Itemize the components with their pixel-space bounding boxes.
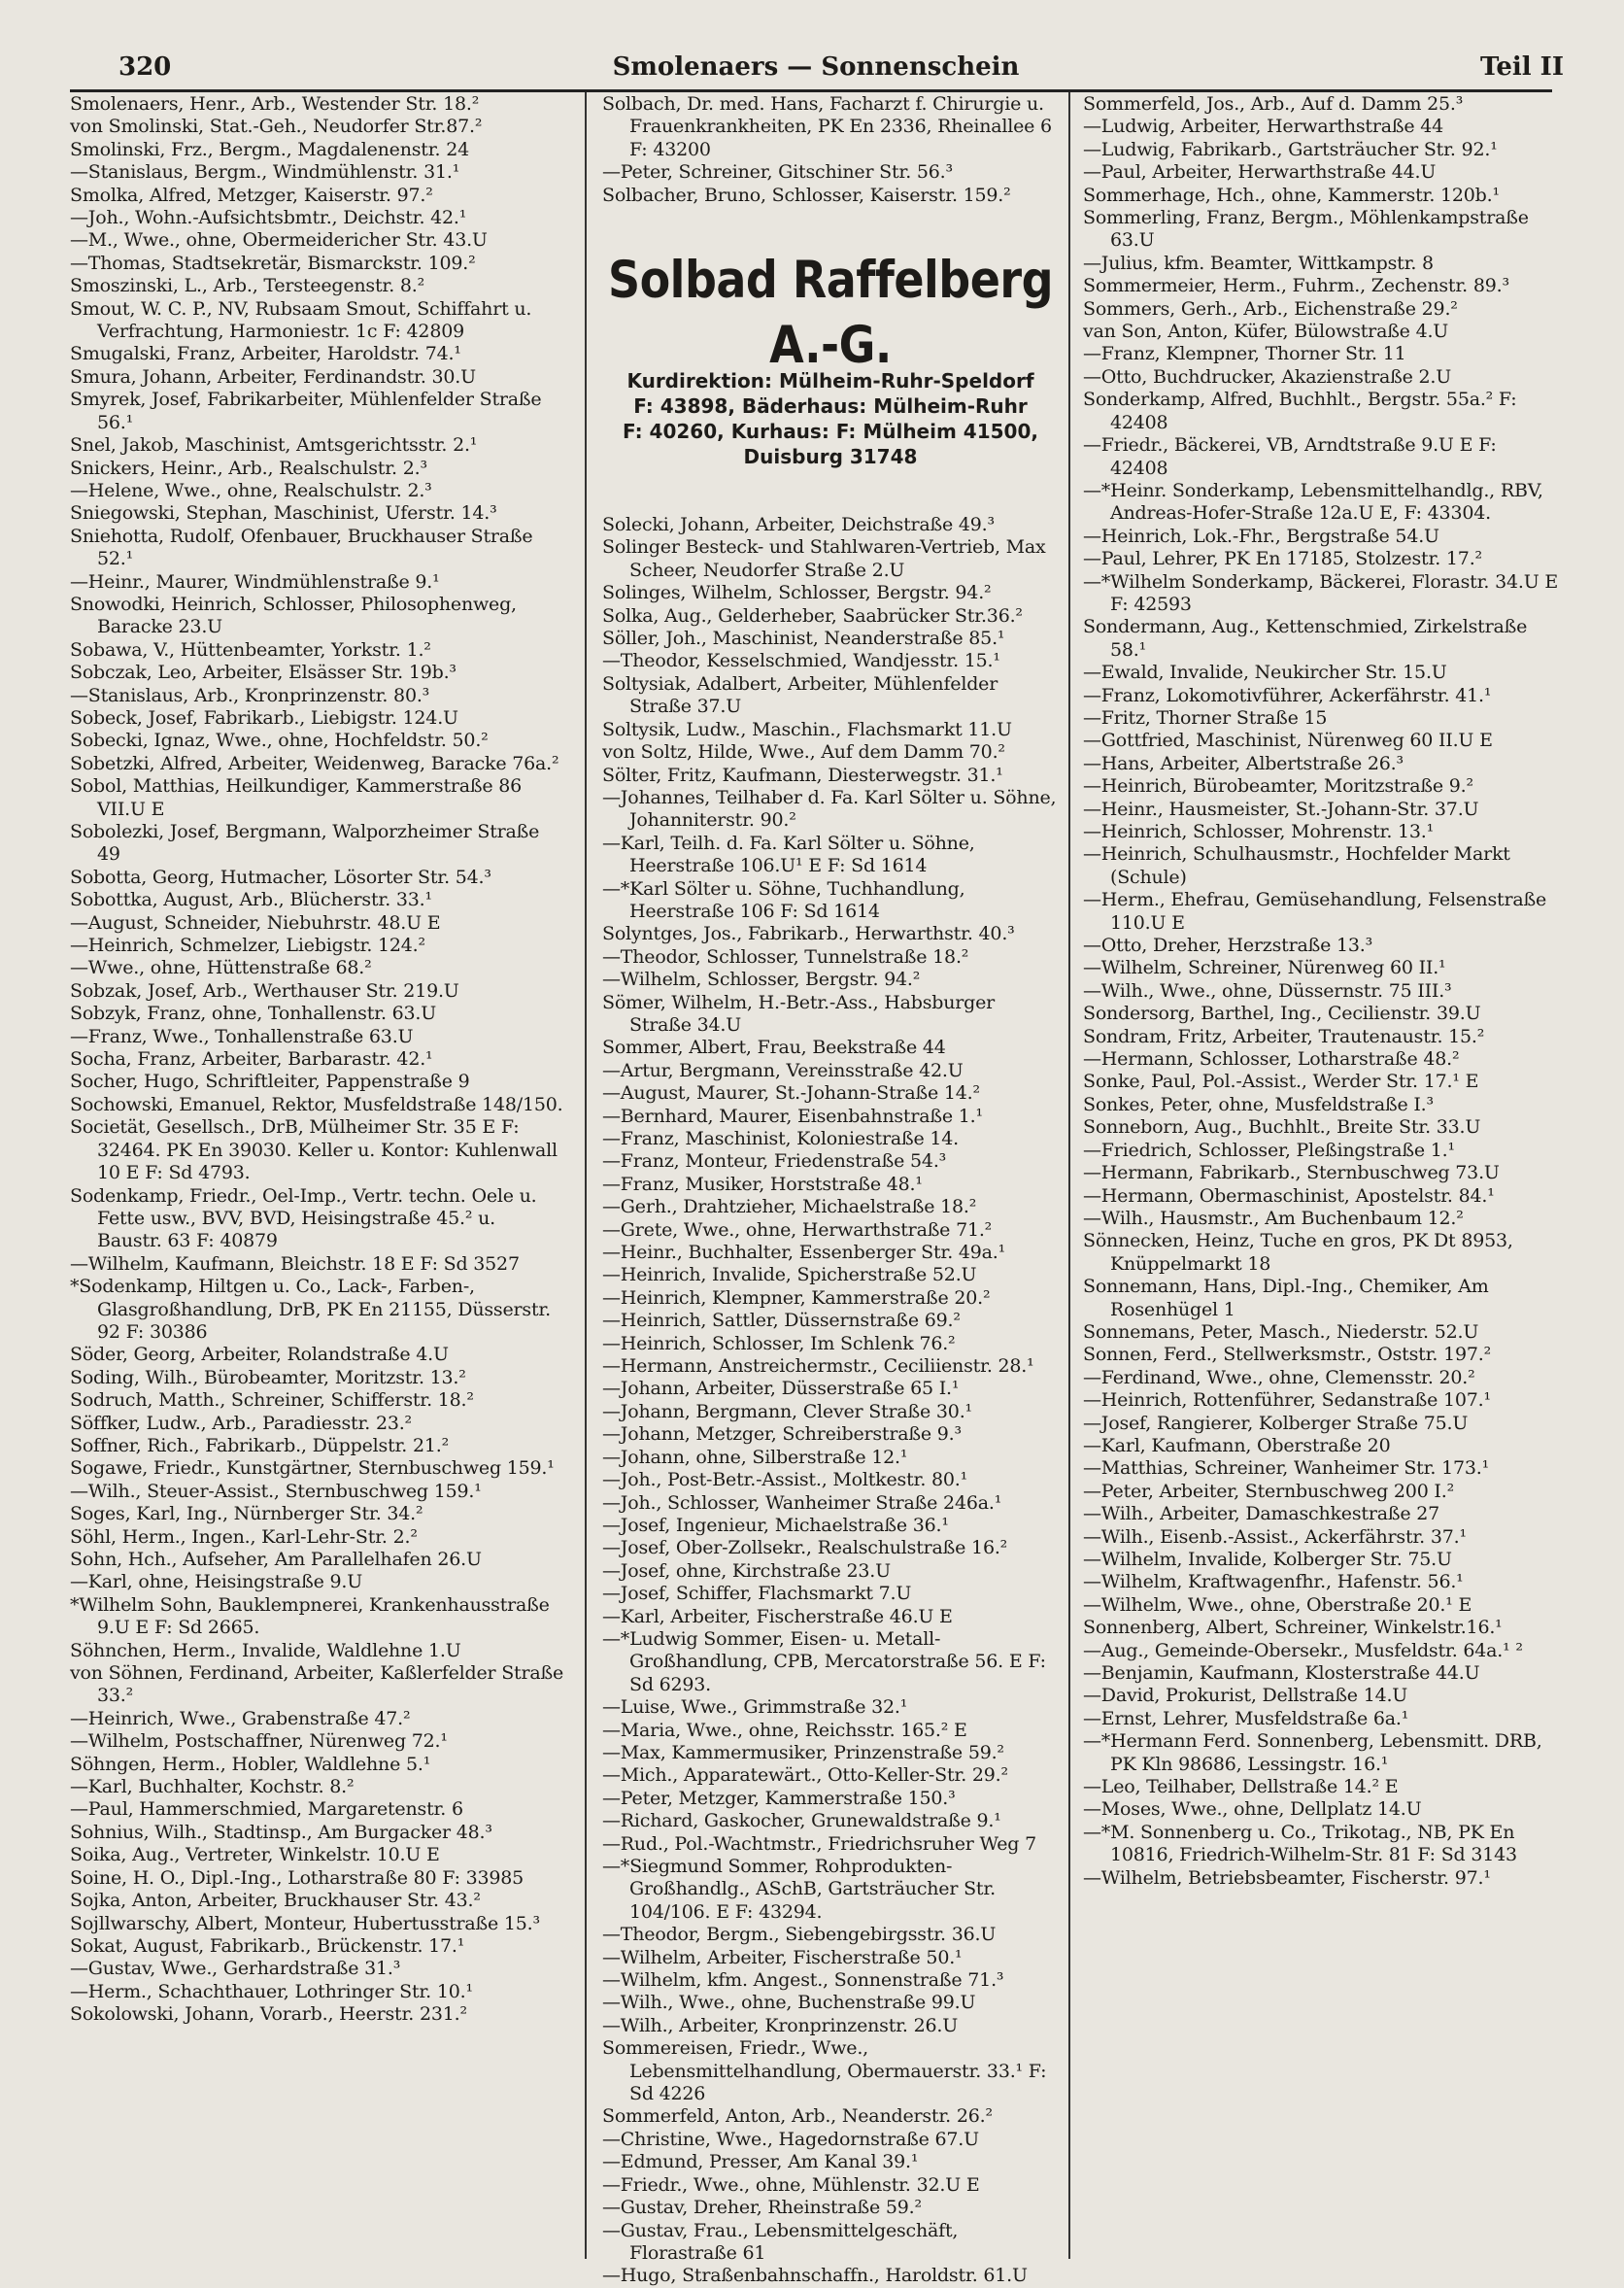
directory-entry: —Wilhelm, Betriebsbeamter, Fischerstr. 97.¹ [1083, 1866, 1491, 1889]
directory-entry: —Peter, Metzger, Kammerstraße 150.³ [602, 1787, 956, 1809]
page-header [68, 51, 1564, 89]
directory-entry: Sobczak, Leo, Arbeiter, Elsässer Str. 19b.³ [70, 662, 457, 684]
directory-entry: Sommers, Gerh., Arb., Eichenstraße 29.² [1083, 297, 1458, 320]
directory-entry: —Hermann, Obermaschinist, Apostelstr. 84.¹ [1083, 1184, 1495, 1207]
directory-entry: —Heinr., Hausmeister, St.-Johann-Str. 37.U [1083, 798, 1479, 820]
directory-entry: —Wilh., Wwe., ohne, Düssernstr. 75 III.³ [1083, 979, 1452, 1002]
directory-entry: Sommereisen, Friedr., Wwe., Lebensmittelhandlung, Obermauerstr. 33.¹ F: Sd 4226 [602, 2037, 1047, 2105]
directory-entry: —Heinrich, Schlosser, Im Schlenk 76.² [602, 1332, 956, 1354]
directory-entry: Sogawe, Friedr., Kunstgärtner, Sternbuschweg 159.¹ [70, 1457, 555, 1480]
directory-entry: Soika, Aug., Vertreter, Winkelstr. 10.U E [70, 1844, 440, 1866]
directory-entry: Sonnenberg, Albert, Schreiner, Winkelstr.16.¹ [1083, 1617, 1503, 1639]
directory-entry: Sohnius, Wilh., Stadtinsp., Am Burgacker 48.³ [70, 1821, 492, 1843]
directory-entry: Sommerhage, Hch., ohne, Kammerstr. 120b.¹ [1083, 184, 1500, 206]
directory-entry: Sodenkamp, Friedr., Oel-Imp., Vertr. techn. Oele u. Fette usw., BVV, BVD, Heisingstraße 45.² u. Baustr. 63 F: 40879 [70, 1184, 537, 1252]
directory-entry: —Hermann, Schlosser, Lotharstraße 48.² [1083, 1048, 1460, 1071]
directory-entry: —Rud., Pol.-Wachtmstr., Friedrichsruher Weg 7 [602, 1832, 1036, 1855]
directory-entry: Solyntges, Jos., Fabrikarb., Herwarthstr. 40.³ [602, 923, 1015, 945]
directory-entry: Sonkes, Peter, ohne, Musfeldstraße I.³ [1083, 1093, 1434, 1115]
directory-entry: —Gustav, Dreher, Rheinstraße 59.² [602, 2197, 922, 2219]
directory-entry: —Franz, Klempner, Thorner Str. 11 [1083, 343, 1406, 365]
directory-entry: Söhngen, Herm., Hobler, Waldlehne 5.¹ [70, 1753, 431, 1775]
directory-entry: —Josef, Ober-Zollsekr., Realschulstraße 16.² [602, 1537, 1008, 1559]
directory-entry: Sonnemann, Hans, Dipl.-Ing., Chemiker, Am Rosenhügel 1 [1083, 1276, 1489, 1320]
page-number: 320 [118, 52, 172, 82]
directory-entry: Söhnchen, Herm., Invalide, Waldlehne 1.U [70, 1639, 461, 1661]
column-divider [1068, 92, 1070, 2259]
directory-entry: —Leo, Teilhaber, Dellstraße 14.² E [1083, 1776, 1399, 1798]
directory-entry: —*Karl Sölter u. Söhne, Tuchhandlung, Heerstraße 106 F: Sd 1614 [602, 877, 965, 922]
directory-entry: —Friedr., Wwe., ohne, Mühlenstr. 32.U E [602, 2173, 980, 2196]
header-rule [70, 89, 1552, 92]
directory-entry: —*M. Sonnenberg u. Co., Trikotag., NB, PK En 10816, Friedrich-Wilhelm-Str. 81 F: Sd 3143 [1083, 1821, 1517, 1866]
directory-entry: Sommerfeld, Anton, Arb., Neanderstr. 26.² [602, 2105, 993, 2128]
directory-entry: Sonderkamp, Alfred, Buchhlt., Bergstr. 55a.² F: 42408 [1083, 389, 1517, 433]
directory-entry: —*Heinr. Sonderkamp, Lebensmittelhandlg., RBV, Andreas-Hofer-Straße 12a.U E, F: 43304. [1083, 479, 1543, 525]
ad-line: F: 43898, Bäderhaus: Mülheim-Ruhr [633, 394, 1028, 419]
directory-entry: Sochowski, Emanuel, Rektor, Musfeldstraße 148/150. [70, 1093, 563, 1115]
directory-entry: —Luise, Wwe., Grimmstraße 32.¹ [602, 1696, 908, 1719]
directory-entry: —Karl, Teilh. d. Fa. Karl Sölter u. Söhne, Heerstraße 106.U¹ E F: Sd 1614 [602, 832, 975, 877]
directory-entry: —Joh., Schlosser, Wanheimer Straße 246a.¹ [602, 1491, 1002, 1514]
directory-entry: —Franz, Wwe., Tonhallenstraße 63.U [70, 1025, 414, 1047]
directory-entry: Söffker, Ludw., Arb., Paradiesstr. 23.² [70, 1412, 412, 1434]
directory-entry: —Bernhard, Maurer, Eisenbahnstraße 1.¹ [602, 1105, 983, 1127]
directory-entry: —*Hermann Ferd. Sonnenberg, Lebensmitt. DRB, PK Kln 98686, Lessingstr. 16.¹ [1083, 1730, 1542, 1775]
directory-entry: van Son, Anton, Küfer, Bülowstraße 4.U [1083, 321, 1449, 343]
directory-entry: —Theodor, Schlosser, Tunnelstraße 18.² [602, 945, 969, 968]
ad-line: F: 40260, Kurhaus: F: Mülheim 41500, [623, 420, 1038, 444]
directory-entry: Sobawa, V., Hüttenbeamter, Yorkstr. 1.² [70, 638, 431, 661]
directory-entry: —Gustav, Frau., Lebensmittelgeschäft, Florastraße 61 [602, 2219, 959, 2264]
directory-entry: —Paul, Lehrer, PK En 17185, Stolzestr. 17.² [1083, 548, 1482, 570]
directory-entry: —Wilhelm, Kaufmann, Bleichstr. 18 E F: Sd 3527 [70, 1252, 520, 1275]
directory-entry: Sobotta, Georg, Hutmacher, Lösorter Str. 54.³ [70, 866, 491, 888]
directory-entry: Sönnecken, Heinz, Tuche en gros, PK Dt 8953, Knüppelmarkt 18 [1083, 1230, 1513, 1275]
directory-entry: —Franz, Musiker, Horststraße 48.¹ [602, 1173, 923, 1195]
directory-entry: —Christine, Wwe., Hagedornstraße 67.U [602, 2128, 979, 2150]
directory-entry: —Ewald, Invalide, Neukircher Str. 15.U [1083, 662, 1447, 684]
directory-entry: —*Ludwig Sommer, Eisen- u. Metall-Großhandlung, CPB, Mercatorstraße 56. E F: Sd 6293. [602, 1627, 1046, 1695]
directory-entry: Sommer, Albert, Frau, Beekstraße 44 [602, 1037, 946, 1059]
directory-entry: Smugalski, Franz, Arbeiter, Haroldstr. 74.¹ [70, 343, 461, 365]
directory-entry: Sohn, Hch., Aufseher, Am Parallelhafen 26.U [70, 1549, 482, 1570]
directory-entry: —Heinr., Buchhalter, Essenberger Str. 49a.¹ [602, 1242, 1006, 1264]
directory-entry: Solka, Aug., Gelderheber, Saabrücker Str.36.² [602, 604, 1023, 627]
directory-entry: Sobetzki, Alfred, Arbeiter, Weidenweg, Baracke 76a.² [70, 752, 559, 774]
directory-entry: —Heinrich, Sattler, Düssernstraße 69.² [602, 1310, 961, 1332]
directory-entry: —*Wilhelm Sonderkamp, Bäckerei, Florastr. 34.U E F: 42593 [1083, 570, 1559, 615]
directory-entry: Sobeck, Josef, Fabrikarb., Liebigstr. 124.U [70, 706, 458, 729]
directory-entry: —Stanislaus, Arb., Kronprinzenstr. 80.³ [70, 684, 430, 706]
directory-entry: Sonnemans, Peter, Masch., Niederstr. 52.U [1083, 1320, 1479, 1343]
directory-entry: —Theodor, Kesselschmied, Wandjesstr. 15.¹ [602, 650, 1000, 672]
directory-entry: *Wilhelm Sohn, Bauklempnerei, Krankenhausstraße 9.U E F: Sd 2665. [70, 1593, 550, 1639]
directory-entry: Soine, H. O., Dipl.-Ing., Lotharstraße 80 F: 33985 [70, 1866, 524, 1889]
directory-entry: —Edmund, Presser, Am Kanal 39.¹ [602, 2151, 919, 2173]
directory-entry: —Peter, Arbeiter, Sternbuschweg 200 I.² [1083, 1480, 1454, 1502]
directory-entry: Smyrek, Josef, Fabrikarbeiter, Mühlenfelder Straße 56.¹ [70, 389, 542, 433]
directory-entry: —August, Schneider, Niebuhrstr. 48.U E [70, 911, 441, 934]
directory-entry: —Wilh., Hausmstr., Am Buchenbaum 12.² [1083, 1207, 1464, 1229]
directory-entry: —Franz, Maschinist, Koloniestraße 14. [602, 1128, 959, 1149]
directory-entry: Sobottka, August, Arb., Blücherstr. 33.¹ [70, 889, 432, 911]
directory-entry: —Hermann, Anstreichermstr., Ceciliienstr. 28.¹ [602, 1355, 1034, 1378]
solbad-advertisement [602, 249, 1059, 469]
ad-company-name: Solbad Raffelberg A.-G. [607, 249, 1054, 375]
directory-entry: —Wilhelm, Schlosser, Bergstr. 94.² [602, 969, 921, 991]
directory-entry: —Julius, kfm. Beamter, Wittkampstr. 8 [1083, 252, 1434, 274]
directory-entry: Soltysiak, Adalbert, Arbeiter, Mühlenfelder Straße 37.U [602, 672, 998, 718]
directory-entry: Snowodki, Heinrich, Schlosser, Philosophenweg, Baracke 23.U [70, 593, 517, 638]
directory-entry: —Herm., Schachthauer, Lothringer Str. 10.¹ [70, 1980, 473, 2002]
directory-entry: Societät, Gesellsch., DrB, Mülheimer Str. 35 E F: 32464. PK En 39030. Keller u. Kontor: Kuhlenwall 10 E F: Sd 4793. [70, 1116, 558, 1184]
directory-entry: —Wilhelm, Invalide, Kolberger Str. 75.U [1083, 1549, 1452, 1570]
directory-entry: —Wilh., Eisenb.-Assist., Ackerfährstr. 37.¹ [1083, 1525, 1467, 1548]
directory-entry: —Joh., Wohn.-Aufsichtsbmtr., Deichstr. 42.¹ [70, 207, 467, 229]
running-head: Smolenaers — Sonnenschein [612, 52, 1020, 82]
directory-entry: Solecki, Johann, Arbeiter, Deichstraße 49.³ [602, 514, 995, 536]
directory-entry: —Paul, Arbeiter, Herwarthstraße 44.U [1083, 161, 1437, 184]
directory-entry: Sondersorg, Barthel, Ing., Cecilienstr. 39.U [1083, 1003, 1481, 1025]
directory-entry: —*Siegmund Sommer, Rohprodukten-Großhandlg., ASchB, Gartsträucher Str. 104/106. E F: 43294. [602, 1856, 996, 1923]
column-2 [602, 93, 1059, 2287]
directory-entry: —Heinrich, Invalide, Spicherstraße 52.U [602, 1264, 977, 1286]
directory-entry: Sobecki, Ignaz, Wwe., ohne, Hochfeldstr. 50.² [70, 730, 489, 752]
directory-entry: Smolka, Alfred, Metzger, Kaiserstr. 97.² [70, 184, 433, 206]
directory-entry: —Josef, Schiffer, Flachsmarkt 7.U [602, 1583, 912, 1605]
directory-entry: —Gustav, Wwe., Gerhardstraße 31.³ [70, 1958, 401, 1980]
directory-entry: Sniehotta, Rudolf, Ofenbauer, Bruckhauser Straße 52.¹ [70, 525, 533, 570]
directory-entry: Sobol, Matthias, Heilkundiger, Kammerstraße 86 VII.U E [70, 775, 523, 820]
directory-entry: —Fritz, Thorner Straße 15 [1083, 706, 1328, 729]
part-label: Teil II [1479, 52, 1564, 82]
directory-entry: —Heinrich, Lok.-Fhr., Bergstraße 54.U [1083, 525, 1439, 547]
directory-entry: —Otto, Buchdrucker, Akazienstraße 2.U [1083, 365, 1452, 388]
directory-entry: —Ludwig, Fabrikarb., Gartsträucher Str. 92.¹ [1083, 138, 1498, 160]
directory-entry: Sniegowski, Stephan, Maschinist, Uferstr. 14.³ [70, 502, 497, 525]
directory-entry: —Josef, Ingenieur, Michaelstraße 36.¹ [602, 1514, 949, 1536]
ad-line: Kurdirektion: Mülheim-Ruhr-Speldorf [626, 369, 1034, 393]
directory-entry: Solinger Besteck- und Stahlwaren-Vertrieb, Max Scheer, Neudorfer Straße 2.U [602, 536, 1046, 581]
directory-entry: —David, Prokurist, Dellstraße 14.U [1083, 1685, 1408, 1707]
directory-entry: *Sodenkamp, Hiltgen u. Co., Lack-, Farben-, Glasgroßhandlung, DrB, PK En 21155, Düsserstr. 92 F: 30386 [70, 1276, 552, 1343]
directory-entry: —Karl, Arbeiter, Fischerstraße 46.U E [602, 1605, 953, 1627]
directory-entry: —Heinrich, Schulhausmstr., Hochfelder Markt (Schule) [1083, 843, 1510, 888]
directory-entry: —Heinrich, Wwe., Grabenstraße 47.² [70, 1707, 411, 1729]
directory-entry: —Karl, Buchhalter, Kochstr. 8.² [70, 1776, 355, 1798]
directory-entry: Smura, Johann, Arbeiter, Ferdinandstr. 30.U [70, 365, 476, 388]
directory-entry: —Heinrich, Rottenführer, Sedanstraße 107.¹ [1083, 1389, 1491, 1412]
directory-entry: —M., Wwe., ohne, Obermeidericher Str. 43.U [70, 229, 488, 252]
directory-entry: Sommerfeld, Jos., Arb., Auf d. Damm 25.³ [1083, 93, 1464, 115]
directory-entry: —Johann, ohne, Silberstraße 12.¹ [602, 1446, 908, 1468]
directory-entry: —Otto, Dreher, Herzstraße 13.³ [1083, 935, 1372, 957]
ad-line: Duisburg 31748 [743, 445, 918, 469]
directory-entry: Smolenaers, Henr., Arb., Westender Str. 18.² [70, 93, 480, 115]
directory-entry: —Max, Kammermusiker, Prinzenstraße 59.² [602, 1741, 1004, 1763]
directory-entry: Sommermeier, Herm., Fuhrm., Zechenstr. 89.³ [1083, 275, 1509, 297]
directory-entry: —Josef, Rangierer, Kolberger Straße 75.U [1083, 1412, 1469, 1434]
directory-entry: —Hans, Arbeiter, Albertstraße 26.³ [1083, 752, 1404, 774]
directory-entry: Sobzak, Josef, Arb., Werthauser Str. 219.U [70, 979, 459, 1002]
directory-entry: von Söhnen, Ferdinand, Arbeiter, Kaßlerfelder Straße 33.² [70, 1662, 564, 1707]
directory-entry: —Mich., Apparatewärt., Otto-Keller-Str. 29.² [602, 1764, 1008, 1787]
directory-entry: —Theodor, Bergm., Siebengebirgsstr. 36.U [602, 1924, 997, 1946]
column-divider [585, 92, 587, 2259]
directory-entry: —Wilhelm, Wwe., ohne, Oberstraße 20.¹ E [1083, 1593, 1472, 1616]
directory-entry: —Hermann, Fabrikarb., Sternbuschweg 73.U [1083, 1162, 1500, 1184]
column-3 [1083, 93, 1559, 2255]
directory-entry: von Soltz, Hilde, Wwe., Auf dem Damm 70.² [602, 741, 1005, 764]
directory-entry: —Wilh., Arbeiter, Kronprinzenstr. 26.U [602, 2014, 959, 2036]
directory-entry: —Ferdinand, Wwe., ohne, Clemensstr. 20.² [1083, 1366, 1475, 1388]
directory-entry: —Wilh., Wwe., ohne, Buchenstraße 99.U [602, 1992, 976, 2014]
directory-entry: —Friedrich, Schlosser, Pleßingstraße 1.¹ [1083, 1139, 1455, 1161]
directory-entry: —Paul, Hammerschmied, Margaretenstr. 6 [70, 1798, 463, 1821]
directory-entry: Soding, Wilh., Bürobeamter, Moritzstr. 13.² [70, 1366, 466, 1388]
directory-entry: Smoszinski, L., Arb., Tersteegenstr. 8.² [70, 275, 425, 297]
directory-entry: —Hugo, Straßenbahnschaffn., Haroldstr. 61.U [602, 2265, 1028, 2287]
directory-entry: Sommerling, Franz, Bergm., Möhlenkampstraße 63.U [1083, 207, 1529, 252]
directory-entry: —Richard, Gaskocher, Grunewaldstraße 9.¹ [602, 1810, 1001, 1832]
directory-entry: —Artur, Bergmann, Vereinsstraße 42.U [602, 1059, 964, 1081]
directory-entry: —Karl, Kaufmann, Oberstraße 20 [1083, 1434, 1391, 1456]
directory-entry: Sonneborn, Aug., Buchhlt., Breite Str. 33.U [1083, 1116, 1481, 1139]
directory-entry: —Karl, ohne, Heisingstraße 9.U [70, 1571, 363, 1593]
directory-entry: Smolinski, Frz., Bergm., Magdalenenstr. 24 [70, 138, 469, 160]
directory-entry: —Wilhelm, Kraftwagenfhr., Hafenstr. 56.¹ [1083, 1571, 1464, 1593]
directory-entry: Sobzyk, Franz, ohne, Tonhallenstr. 63.U [70, 1003, 437, 1025]
directory-entry: —Heinr., Maurer, Windmühlenstraße 9.¹ [70, 570, 440, 593]
directory-entry: Solbacher, Bruno, Schlosser, Kaiserstr. 159.² [602, 184, 1011, 206]
directory-entry: Sobolezki, Josef, Bergmann, Walporzheimer Straße 49 [70, 821, 540, 866]
directory-entry: —Helene, Wwe., ohne, Realschulstr. 2.³ [70, 479, 432, 501]
directory-entry: Sömer, Wilhelm, H.-Betr.-Ass., Habsburger Straße 34.U [602, 991, 996, 1036]
directory-entry: —Johann, Arbeiter, Düsserstraße 65 I.¹ [602, 1378, 960, 1400]
directory-entry: —Heinrich, Klempner, Kammerstraße 20.² [602, 1286, 991, 1309]
directory-entry: —Friedr., Bäckerei, VB, Arndtstraße 9.U E F: 42408 [1083, 434, 1497, 479]
directory-entry: Socha, Franz, Arbeiter, Barbarastr. 42.¹ [70, 1048, 433, 1071]
directory-entry: —Peter, Schreiner, Gitschiner Str. 56.³ [602, 161, 953, 184]
directory-entry: —August, Maurer, St.-Johann-Straße 14.² [602, 1082, 980, 1105]
directory-entry: —Wwe., ohne, Hüttenstraße 68.² [70, 957, 372, 979]
directory-entry: —Franz, Monteur, Friedenstraße 54.³ [602, 1150, 947, 1173]
directory-entry: —Herm., Ehefrau, Gemüsehandlung, Felsenstraße 110.U E [1083, 889, 1546, 934]
directory-entry: —Moses, Wwe., ohne, Dellplatz 14.U [1083, 1798, 1422, 1821]
directory-entry: —Joh., Post-Betr.-Assist., Moltkestr. 80.¹ [602, 1469, 968, 1491]
directory-entry: Sonnen, Ferd., Stellwerksmstr., Oststr. 197.² [1083, 1344, 1492, 1366]
directory-entry: Söhl, Herm., Ingen., Karl-Lehr-Str. 2.² [70, 1525, 418, 1548]
directory-entry: Soges, Karl, Ing., Nürnberger Str. 34.² [70, 1503, 423, 1525]
directory-entry: Snel, Jakob, Maschinist, Amtsgerichtsstr. 2.¹ [70, 434, 478, 457]
directory-entry: Solbach, Dr. med. Hans, Facharzt f. Chirurgie u. Frauenkrankheiten, PK En 2336, Rheinallee 6 F: 43200 [602, 93, 1052, 160]
directory-entry: —Heinrich, Schlosser, Mohrenstr. 13.¹ [1083, 821, 1435, 842]
directory-entry: Snickers, Heinr., Arb., Realschulstr. 2.³ [70, 457, 427, 479]
directory-entry: Socher, Hugo, Schriftleiter, Pappenstraße 9 [70, 1071, 470, 1093]
directory-entry: —Maria, Wwe., ohne, Reichsstr. 165.² E [602, 1719, 967, 1741]
directory-entry: Söller, Joh., Maschinist, Neanderstraße 85.¹ [602, 628, 1005, 650]
directory-entry: —Heinrich, Bürobeamter, Moritzstraße 9.² [1083, 775, 1473, 798]
directory-entry: —Wilhelm, kfm. Angest., Sonnenstraße 71.³ [602, 1969, 1004, 1992]
directory-entry: —Wilh., Steuer-Assist., Sternbuschweg 159.¹ [70, 1480, 482, 1502]
directory-entry: Soffner, Rich., Fabrikarb., Düppelstr. 21.² [70, 1434, 450, 1456]
column-1 [70, 93, 565, 2255]
directory-entry: —Ludwig, Arbeiter, Herwarthstraße 44 [1083, 116, 1444, 138]
directory-entry: —Benjamin, Kaufmann, Klosterstraße 44.U [1083, 1662, 1480, 1685]
directory-entry: —Grete, Wwe., ohne, Herwarthstraße 71.² [602, 1218, 993, 1241]
directory-entry: —Aug., Gemeinde-Obersekr., Musfeldstr. 64a.¹ ² [1083, 1639, 1523, 1661]
directory-entry: —Ernst, Lehrer, Musfeldstraße 6a.¹ [1083, 1707, 1409, 1729]
directory-entry: Sokat, August, Fabrikarb., Brückenstr. 17.¹ [70, 1934, 465, 1957]
directory-entry: Sondram, Fritz, Arbeiter, Trautenaustr. 15.² [1083, 1025, 1485, 1047]
directory-entry: —Matthias, Schreiner, Wanheimer Str. 173.¹ [1083, 1457, 1490, 1480]
directory-entry: Sodruch, Matth., Schreiner, Schifferstr. 18.² [70, 1389, 474, 1412]
directory-entry: Sonke, Paul, Pol.-Assist., Werder Str. 17.¹ E [1083, 1071, 1479, 1093]
directory-entry: Söder, Georg, Arbeiter, Rolandstraße 4.U [70, 1344, 449, 1366]
directory-entry: —Johannes, Teilhaber d. Fa. Karl Sölter u. Söhne, Johanniterstr. 90.² [602, 786, 1057, 832]
directory-entry: Smout, W. C. P., NV, Rubsaam Smout, Schiffahrt u. Verfrachtung, Harmoniestr. 1c F: 42809 [70, 297, 532, 343]
directory-entry: von Smolinski, Stat.-Geh., Neudorfer Str.87.² [70, 116, 483, 138]
directory-entry: —Wilhelm, Arbeiter, Fischerstraße 50.¹ [602, 1946, 963, 1968]
directory-entry: Soltysik, Ludw., Maschin., Flachsmarkt 11.U [602, 718, 1012, 740]
directory-entry: Sojllwarschy, Albert, Monteur, Hubertusstraße 15.³ [70, 1912, 540, 1934]
directory-entry: —Johann, Bergmann, Clever Straße 30.¹ [602, 1400, 972, 1422]
directory-entry: —Gottfried, Maschinist, Nürenweg 60 II.U E [1083, 730, 1493, 752]
directory-entry: —Wilhelm, Schreiner, Nürenweg 60 II.¹ [1083, 957, 1446, 979]
directory-entry: —Wilh., Arbeiter, Damaschkestraße 27 [1083, 1503, 1439, 1525]
directory-entry: —Franz, Lokomotivführer, Ackerfährstr. 41.¹ [1083, 684, 1492, 706]
directory-entry: —Heinrich, Schmelzer, Liebigstr. 124.² [70, 935, 425, 957]
directory-entry: Sölter, Fritz, Kaufmann, Diesterwegstr. 31.¹ [602, 764, 1003, 786]
directory-entry: Sokolowski, Johann, Vorarb., Heerstr. 231.² [70, 2003, 467, 2026]
directory-entry: —Gerh., Drahtzieher, Michaelstraße 18.² [602, 1196, 977, 1218]
directory-entry: —Stanislaus, Bergm., Windmühlenstr. 31.¹ [70, 161, 460, 184]
directory-entry: Sojka, Anton, Arbeiter, Bruckhauser Str. 43.² [70, 1890, 481, 1912]
directory-entry: —Thomas, Stadtsekretär, Bismarckstr. 109.² [70, 252, 476, 274]
directory-entry: —Wilhelm, Postschaffner, Nürenweg 72.¹ [70, 1730, 448, 1753]
directory-entry: —Johann, Metzger, Schreiberstraße 9.³ [602, 1423, 962, 1446]
directory-entry: Sondermann, Aug., Kettenschmied, Zirkelstraße 58.¹ [1083, 616, 1528, 661]
directory-entry: Solinges, Wilhelm, Schlosser, Bergstr. 94.² [602, 582, 992, 604]
directory-entry: —Josef, ohne, Kirchstraße 23.U [602, 1559, 891, 1582]
